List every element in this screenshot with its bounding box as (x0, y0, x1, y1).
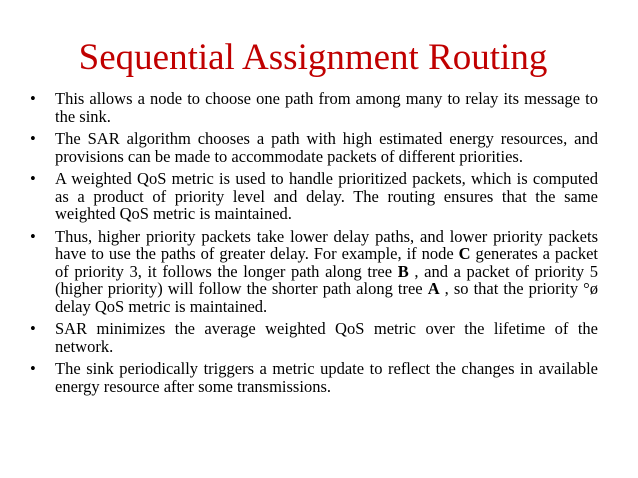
bullet-text: The sink periodically triggers a metric update to reflect the changes in available energy resource after some transmissions. (55, 359, 598, 396)
bullet-text: SAR minimizes the average weighted QoS metric over the lifetime of the network. (55, 319, 598, 356)
bullet-bold-text: B (397, 261, 409, 281)
slide-title: Sequential Assignment Routing (78, 37, 548, 78)
bullet-item (28, 130, 598, 165)
bullet-item (28, 320, 598, 355)
bullet-text: Thus, higher priority packets take lower delay paths, and lower priority packets have to use the paths of greater delay. For example, if node (55, 226, 598, 263)
bullet-item (28, 360, 598, 395)
bullet-text: generates a packet of priority 3, it follows the longer path along tree (55, 244, 598, 281)
bullet-text: The SAR algorithm chooses a path with high estimated energy resources, and provisions can be made to accommodate packets of different priorities. (55, 129, 598, 166)
bullet-bold-text: A (427, 279, 440, 298)
bullet-bold-text: C (458, 244, 471, 263)
bullet-text: A weighted QoS metric is used to handle prioritized packets, which is computed as a product of priority level and delay. The routing ensures that the same weighted QoS metric is maintained. (55, 169, 598, 223)
bullet-text: This allows a node to choose one path from among many to relay its message to the sink. (55, 89, 598, 126)
bullet-item (28, 228, 598, 316)
bullet-list (28, 90, 598, 395)
bullet-text: , so that the priority °ø delay QoS metric is maintained. (55, 279, 598, 316)
bullet-item (28, 170, 598, 223)
bullet-text: , and a packet of priority 5 (higher priority) will follow the shorter path along tree (55, 261, 598, 298)
bullet-item (28, 90, 598, 125)
